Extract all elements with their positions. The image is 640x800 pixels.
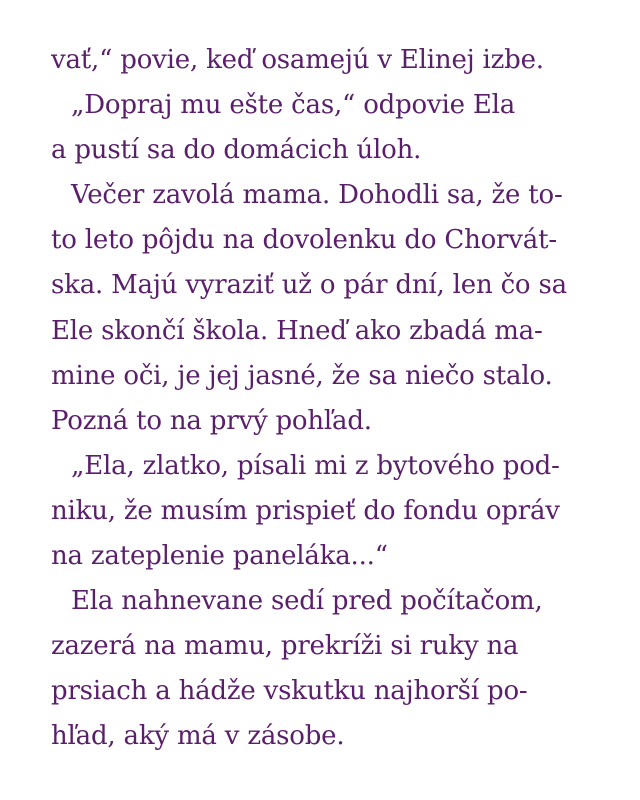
text-line-3: a pustí sa do domácich úloh. [51, 135, 422, 166]
text-line-15: prsiach a hádže vskutku najhorší po- [51, 676, 528, 707]
text-line-5: to leto pôjdu na dovolenku do Chorvát- [51, 225, 557, 256]
text-line-12: na zateplenie paneláka...“ [51, 541, 388, 572]
text-line-8: mine oči, je jej jasné, že sa niečo stalo. [51, 360, 553, 391]
text-line-2: „Dopraj mu ešte čas,“ odpovie Ela [71, 90, 516, 121]
text-line-4: Večer zavolá mama. Dohodli sa, že to- [71, 180, 563, 211]
text-line-14: zazerá na mamu, prekríži si ruky na [51, 631, 519, 662]
text-line-16: hľad, aký má v zásobe. [51, 721, 345, 752]
text-line-1: vať,“ povie, keď osamejú v Elinej izbe. [51, 45, 544, 75]
book-page-text [51, 38, 611, 760]
text-line-11: niku, že musím prispieť do fondu opráv [51, 495, 560, 526]
text-line-7: Ele skončí škola. Hneď ako zbadá ma- [51, 315, 543, 346]
text-line-6: ska. Majú vyraziť už o pár dní, len čo sa [51, 270, 567, 301]
text-line-13: Ela nahnevane sedí pred počítačom, [71, 586, 543, 617]
text-line-10: „Ela, zlatko, písali mi z bytového pod- [71, 450, 560, 481]
text-line-9: Pozná to na prvý pohľad. [51, 405, 372, 436]
